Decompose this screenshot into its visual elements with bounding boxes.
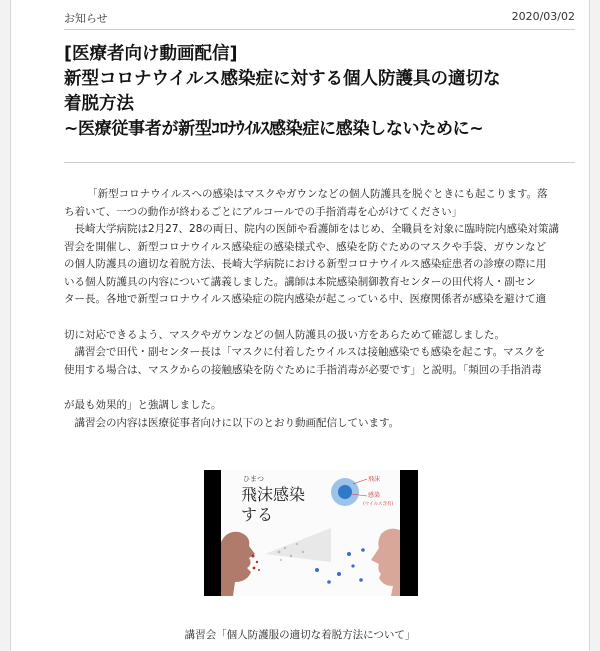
paragraph-line: 長崎大学病院は2月27、28の両日、院内の医師や看護師をはじめ、全職員を対象に臨時院内感染対策講 <box>74 223 559 235</box>
paragraph-line: 習会を開催し、新型コロナウイルス感染症の感染様式や、感染を防ぐためのマスクや手袋、ガウンなど <box>64 240 547 253</box>
slide-heading: 飛沫感染 <box>241 485 306 504</box>
video-player[interactable] <box>204 470 418 596</box>
publish-date: 2020/03/02 <box>511 10 575 23</box>
paragraph-line: ター長。各地で新型コロナウイルス感染症の院内感染が起こっている中、医療関係者が感染を避けて適 <box>64 293 547 305</box>
title-subtitle: ~医療従事者が新型ｺﾛﾅｳｲﾙｽ感染症に感染しないために~ <box>64 119 484 139</box>
paragraph-line: 使用する場合は、マスクからの接触感染を防ぐために手指消毒が必要です」と説明。「頻回の手指消毒 <box>64 363 542 376</box>
paragraph-line: 切に対応できるよう、マスクやガウンなどの個人防護具の扱い方をあらためて確認しました。 <box>64 328 505 341</box>
article-page <box>10 0 590 651</box>
paragraph-line: の個人防護具の適切な着脱方法、長崎大学病院における新型コロナウイルス感染症患者の診療の際に用 <box>64 258 547 270</box>
paragraph-line: 講習会の内容は医療従事者向けに以下のとおり動画配信しています。 <box>74 416 400 429</box>
article-body <box>64 186 559 432</box>
article-meta <box>64 10 575 28</box>
title-line: 着脱方法 <box>64 94 134 114</box>
header-divider <box>64 29 575 30</box>
video-thumbnail[interactable] <box>221 470 400 596</box>
left-person-icon <box>221 532 255 596</box>
title-line: [医療者向け動画配信] <box>64 44 238 64</box>
legend-label: (ウイルス含有) <box>363 502 394 507</box>
paragraph-line: 講習会で田代・副センター長は「マスクに付着したウイルスは接触感染でも感染を起こす。マスクを <box>74 346 546 358</box>
page-title <box>64 42 569 142</box>
droplet-infection-illustration <box>221 470 400 596</box>
legend-label: 飛沫 <box>368 476 381 483</box>
title-line: 新型コロナウイルス感染症に対する個人防護具の適切な <box>64 69 501 89</box>
spacer <box>64 379 559 397</box>
ruby-text: ひまつ <box>243 475 264 483</box>
title-divider <box>64 162 575 163</box>
slide-heading: する <box>241 505 274 524</box>
paragraph-line: いる個人防護具の内容について講義しました。講師は本院感染制御教育センターの田代将人・副セン <box>64 275 536 288</box>
spacer <box>64 309 559 327</box>
video-caption: 講習会「個人防護服の適切な着脱方法について」 <box>184 629 416 641</box>
right-person-icon <box>371 529 400 596</box>
paragraph-line: ち着いて、一つの動作が終わるごとにアルコールでの手指消毒を心がけてください」 <box>64 205 463 218</box>
category-label: お知らせ <box>64 12 108 25</box>
legend-label: 感染 <box>368 492 381 499</box>
paragraph-line: が最も効果的」と強調しました。 <box>64 399 222 411</box>
paragraph-line: 「新型コロナウイルスへの感染はマスクやガウンなどの個人防護具を脱ぐときにも起こります。落 <box>87 188 548 200</box>
